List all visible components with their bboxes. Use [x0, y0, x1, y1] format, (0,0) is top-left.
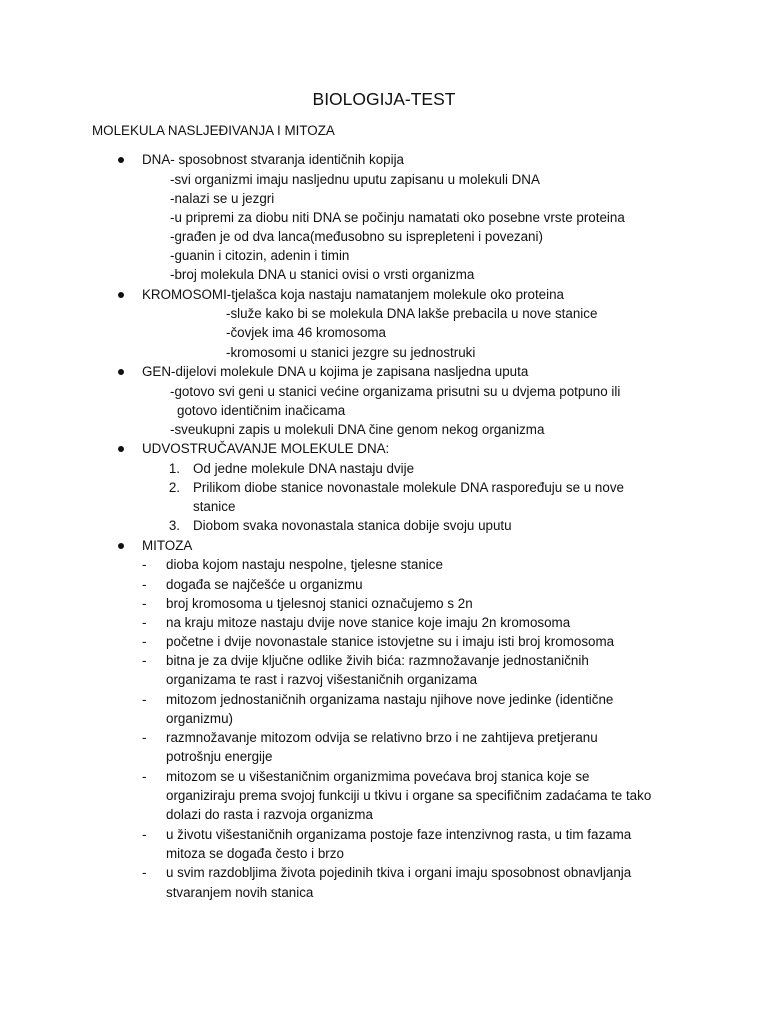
gen-heading: GEN-dijelovi molekule DNA u kojima je zapisana nasljedna uputa: [142, 364, 529, 379]
mitoza-item: dioba kojom nastaju nespolne, tjelesne stanice: [166, 557, 443, 572]
dash-marker: -: [142, 596, 147, 611]
udvostrucavanje-heading: UDVOSTRUČAVANJE MOLEKULE DNA:: [142, 441, 390, 456]
kromosomi-item: -kromosomi u stanici jezgre su jednostruki: [226, 345, 476, 360]
mitoza-item: broj kromosoma u tjelesnoj stanici označujemo s 2n: [166, 596, 473, 611]
dna-heading: DNA- sposobnost stvaranja identičnih kopija: [142, 152, 405, 167]
mitoza-item: organiziraju prema svojoj funkciji u tkivu i organe sa specifičnim zadaćama te tako: [166, 788, 652, 803]
mitoza-item: stvaranjem novih stanica: [166, 885, 314, 900]
dash-marker: -: [142, 653, 147, 668]
mitoza-item: mitozom se u višestaničnim organizmima povećava broj stanica koje se: [166, 769, 590, 784]
mitoza-item: organizama te rast i razvoj višestaničnih organizama: [166, 672, 478, 687]
dash-marker: -: [142, 865, 147, 880]
udvostrucavanje-item: Od jedne molekule DNA nastaju dvije: [193, 461, 415, 476]
mitoza-heading: MITOZA: [142, 538, 193, 553]
mitoza-item: događa se najčešće u organizmu: [166, 577, 363, 592]
list-number: 2.: [168, 480, 180, 495]
bullet-kromosomi: [118, 292, 124, 298]
dash-marker: -: [142, 615, 147, 630]
mitoza-item: razmnožavanje mitozom odvija se relativno brzo i ne zahtijeva pretjeranu: [166, 730, 598, 745]
mitoza-item: dolazi do rasta i razvoja organizma: [166, 807, 373, 822]
page-subtitle: MOLEKULA NASLJEĐIVANJA I MITOZA: [92, 123, 335, 138]
mitoza-item: početne i dvije novonastale stanice istovjetne su i imaju isti broj kromosoma: [166, 634, 615, 649]
dna-item: -građen je od dva lanca(međusobno su isprepleteni i povezani): [170, 229, 543, 244]
dash-marker: -: [142, 577, 147, 592]
dna-item: -u pripremi za diobu niti DNA se počinju namatati oko posebne vrste proteina: [170, 210, 625, 225]
gen-item: gotovo identičnim inačicama: [177, 403, 346, 418]
page-title: BIOLOGIJA-TEST: [312, 89, 456, 109]
gen-item: -sveukupni zapis u molekuli DNA čine genom nekog organizma: [170, 422, 545, 437]
mitoza-item: bitna je za dvije ključne odlike živih bića: razmnožavanje jednostaničnih: [166, 653, 589, 668]
mitoza-item: mitozom jednostaničnih organizama nastaju njihove nove jedinke (identične: [166, 692, 614, 707]
kromosomi-heading: KROMOSOMI-tjelašca koja nastaju namatanjem molekule oko proteina: [142, 287, 564, 302]
dash-marker: -: [142, 827, 147, 842]
mitoza-item: u životu višestaničnih organizama postoje faze intenzivnog rasta, u tim fazama: [166, 827, 632, 842]
list-number: 1.: [168, 461, 180, 476]
dash-marker: -: [142, 557, 147, 572]
dna-item: -guanin i citozin, adenin i timin: [170, 248, 350, 263]
list-number: 3.: [168, 518, 180, 533]
dna-item: -svi organizmi imaju nasljednu uputu zapisanu u molekuli DNA: [170, 172, 540, 187]
kromosomi-item: -čovjek ima 46 kromosoma: [226, 325, 386, 340]
bullet-mitoza: [118, 543, 124, 549]
dash-marker: -: [142, 692, 147, 707]
gen-item: -gotovo svi geni u stanici većine organizama prisutni su u dvjema potpuno ili: [170, 384, 621, 399]
bullet-udvostrucavanje: [118, 446, 124, 452]
kromosomi-item: -služe kako bi se molekula DNA lakše prebacila u nove stanice: [226, 306, 598, 321]
udvostrucavanje-item: Prilikom diobe stanice novonastale molekule DNA raspoređuju se u nove: [193, 480, 624, 495]
dash-marker: -: [142, 769, 147, 784]
mitoza-item: u svim razdobljima života pojedinih tkiva i organi imaju sposobnost obnavljanja: [166, 865, 632, 880]
mitoza-item: na kraju mitoze nastaju dvije nove stanice koje imaju 2n kromosoma: [166, 615, 571, 630]
mitoza-item: mitoza se događa često i brzo: [166, 846, 344, 861]
udvostrucavanje-item: stanice: [193, 499, 236, 514]
dash-marker: -: [142, 634, 147, 649]
udvostrucavanje-item: Diobom svaka novonastala stanica dobije svoju uputu: [193, 518, 512, 533]
mitoza-item: organizmu): [166, 711, 233, 726]
dash-marker: -: [142, 730, 147, 745]
bullet-dna: [118, 157, 124, 163]
bullet-gen: [118, 369, 124, 375]
mitoza-item: potrošnju energije: [166, 749, 273, 764]
dna-item: -broj molekula DNA u stanici ovisi o vrsti organizma: [170, 267, 475, 282]
dna-item: -nalazi se u jezgri: [170, 191, 275, 206]
